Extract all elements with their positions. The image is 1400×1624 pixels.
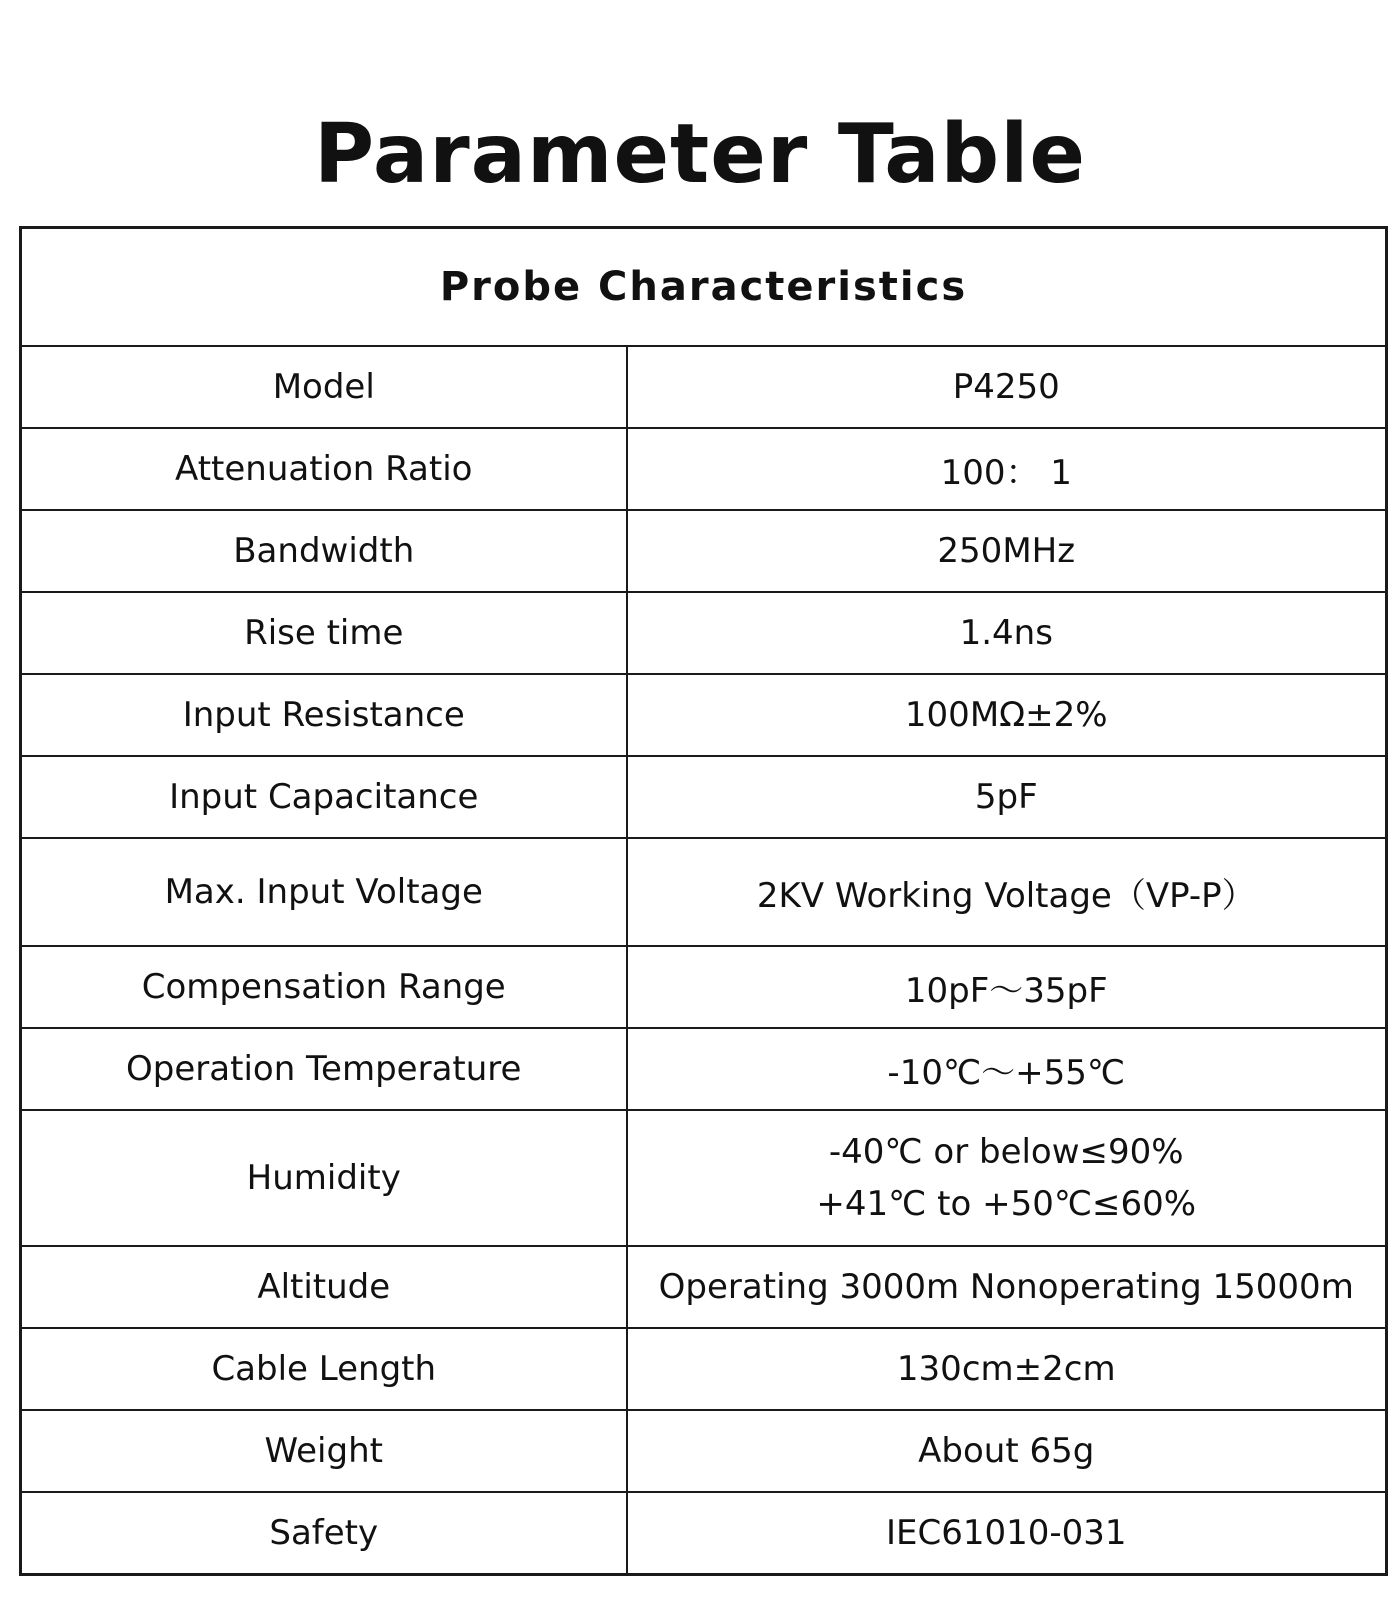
row-label: Operation Temperature: [21, 1028, 627, 1110]
table-row-rise-time: [21, 592, 1387, 674]
table-row-input-capacitance: [21, 756, 1387, 838]
table-header: Probe Characteristics: [21, 228, 1387, 347]
table-header-row: [21, 228, 1387, 347]
row-value: About 65g: [627, 1410, 1387, 1492]
row-value: IEC61010-031: [627, 1492, 1387, 1575]
row-label: Humidity: [21, 1110, 627, 1246]
table-row-attenuation-ratio: [21, 428, 1387, 510]
row-value: 2KV Working Voltage（VP-P）: [627, 838, 1387, 946]
row-value: P4250: [627, 346, 1387, 428]
table-row-altitude: [21, 1246, 1387, 1328]
row-value: 100： 1: [627, 428, 1387, 510]
row-label: Max. Input Voltage: [21, 838, 627, 946]
table-row-bandwidth: [21, 510, 1387, 592]
table-row-max-input-voltage: [21, 838, 1387, 946]
row-label: Input Capacitance: [21, 756, 627, 838]
table-row-humidity: [21, 1110, 1387, 1246]
row-value: 5pF: [627, 756, 1387, 838]
table-row-input-resistance: [21, 674, 1387, 756]
row-label: Model: [21, 346, 627, 428]
row-value: -10℃～+55℃: [627, 1028, 1387, 1110]
row-label: Safety: [21, 1492, 627, 1575]
row-value: Operating 3000m Nonoperating 15000m: [627, 1246, 1387, 1328]
row-value: 1.4ns: [627, 592, 1387, 674]
row-label: Cable Length: [21, 1328, 627, 1410]
row-label: Weight: [21, 1410, 627, 1492]
table-row-compensation-range: [21, 946, 1387, 1028]
row-label: Compensation Range: [21, 946, 627, 1028]
row-label: Attenuation Ratio: [21, 428, 627, 510]
row-value: 100MΩ±2%: [627, 674, 1387, 756]
humidity-line-2: +41℃ to +50℃≤60%: [816, 1184, 1197, 1224]
table-row-operation-temperature: [21, 1028, 1387, 1110]
humidity-line-1: -40℃ or below≤90%: [828, 1132, 1184, 1172]
table-row-model: [21, 346, 1387, 428]
row-value: 10pF～35pF: [627, 946, 1387, 1028]
row-label: Rise time: [21, 592, 627, 674]
row-value: [627, 1110, 1387, 1246]
table-row-cable-length: [21, 1328, 1387, 1410]
page-title: Parameter Table: [314, 107, 1086, 202]
parameter-table: [19, 226, 1388, 1576]
row-label: Bandwidth: [21, 510, 627, 592]
table-row-weight: [21, 1410, 1387, 1492]
row-label: Altitude: [21, 1246, 627, 1328]
table-row-safety: [21, 1492, 1387, 1575]
row-value: 130cm±2cm: [627, 1328, 1387, 1410]
row-value: 250MHz: [627, 510, 1387, 592]
row-label: Input Resistance: [21, 674, 627, 756]
